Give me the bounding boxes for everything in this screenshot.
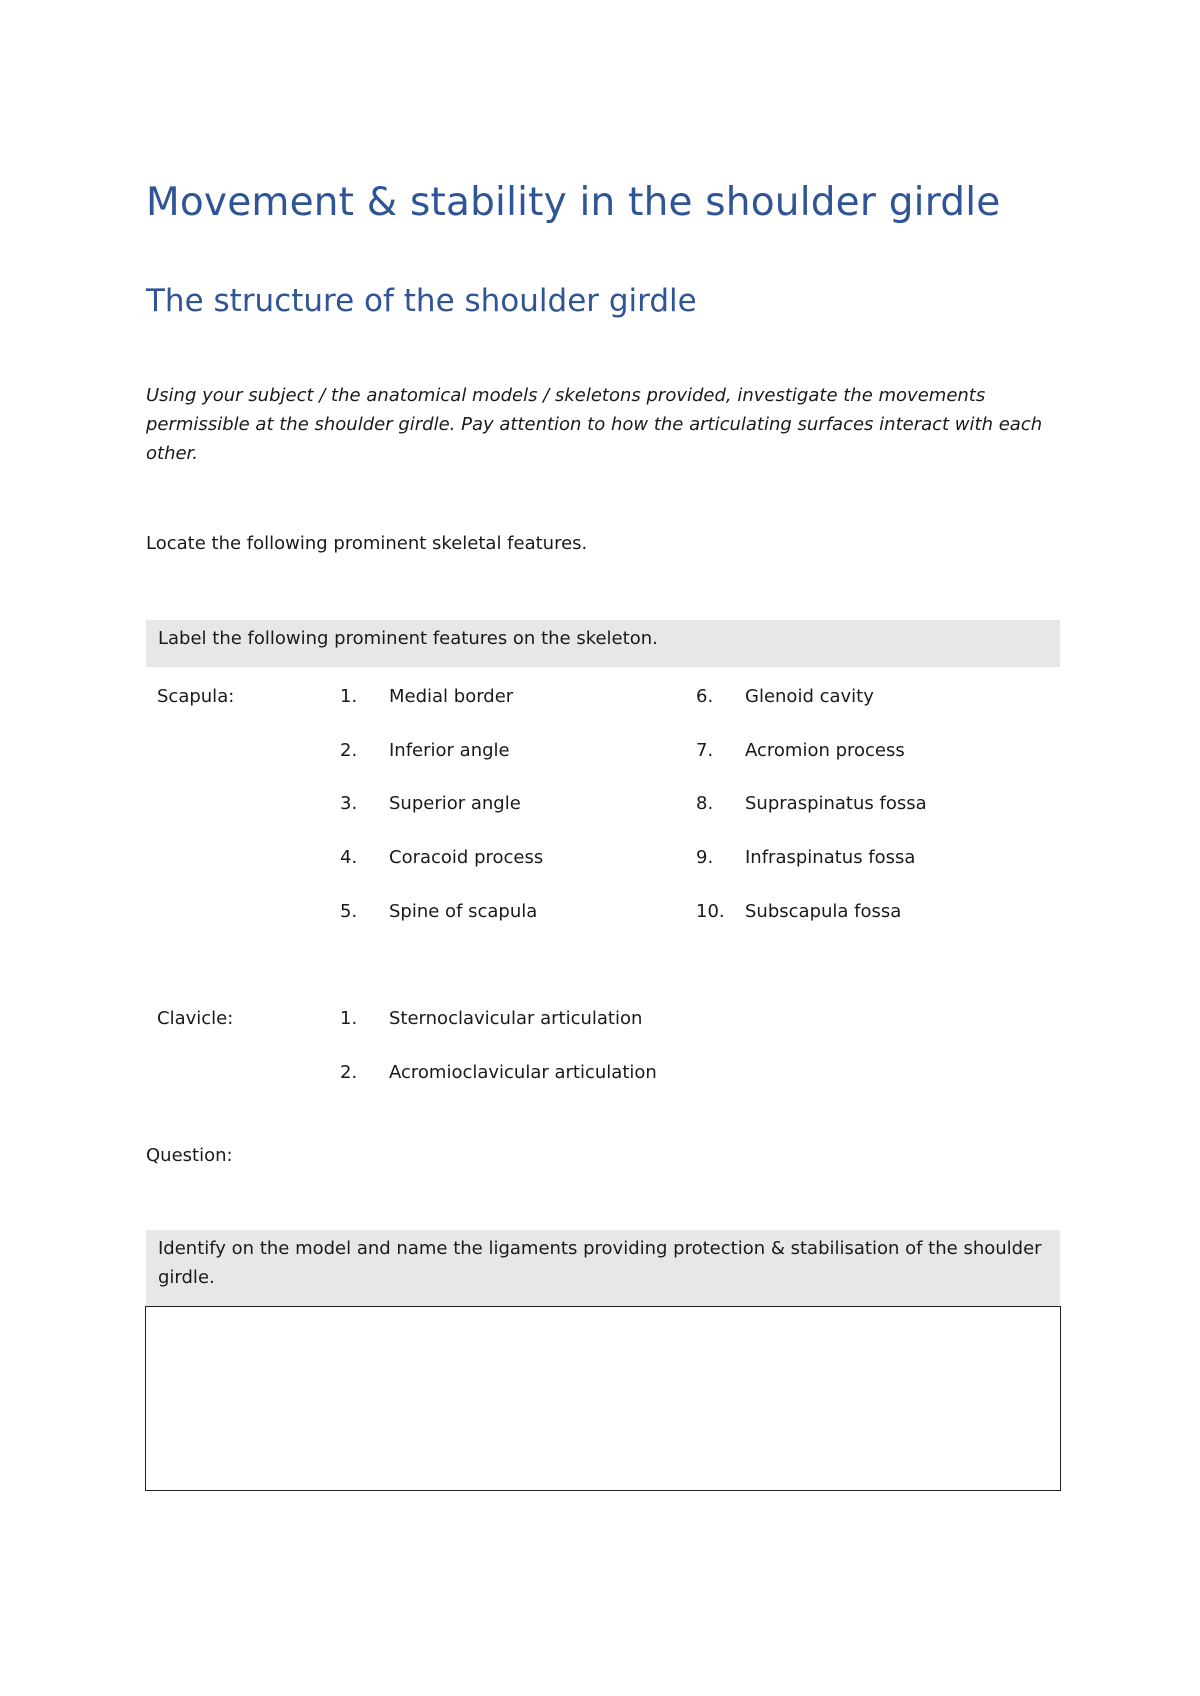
answer-box[interactable]	[145, 1306, 1061, 1491]
list-item: Inferior angle	[389, 740, 510, 761]
question-label: Question:	[146, 1145, 233, 1166]
list-item: Acromioclavicular articulation	[389, 1062, 657, 1083]
list-item: Acromion process	[745, 740, 905, 761]
clavicle-label: Clavicle:	[157, 1008, 234, 1029]
list-item: Glenoid cavity	[745, 686, 874, 707]
scapula-label: Scapula:	[157, 686, 235, 707]
list-item: Medial border	[389, 686, 514, 707]
intro-instructions: Using your subject / the anatomical models / skeletons provided, investigate the movements permissible at the shoulder girdle. Pay attention to how the articulating surfaces interact with each other.	[146, 385, 1043, 464]
list-item: Supraspinatus fossa	[745, 793, 927, 814]
list-item-number: 4.	[340, 847, 358, 868]
list-item: Coracoid process	[389, 847, 544, 868]
list-item: Infraspinatus fossa	[745, 847, 916, 868]
list-item-number: 8.	[696, 793, 714, 814]
list-item-number: 7.	[696, 740, 714, 761]
list-item-number: 10.	[696, 901, 725, 922]
list-item-number: 3.	[340, 793, 358, 814]
list-item: Spine of scapula	[389, 901, 538, 922]
list-item-number: 9.	[696, 847, 714, 868]
list-item: Superior angle	[389, 793, 521, 814]
page-title: Movement & stability in the shoulder girdle	[146, 180, 1001, 225]
list-item-number: 1.	[340, 1008, 358, 1029]
list-item-number: 2.	[340, 740, 358, 761]
list-item-number: 6.	[696, 686, 714, 707]
list-item: Sternoclavicular articulation	[389, 1008, 643, 1029]
features-panel-header: Label the following prominent features on the skeleton.	[146, 620, 1060, 667]
list-item-number: 2.	[340, 1062, 358, 1083]
question-prompt: Identify on the model and name the ligaments providing protection & stabilisation of the shoulder girdle.	[146, 1230, 1060, 1306]
list-item-number: 5.	[340, 901, 358, 922]
list-item: Subscapula fossa	[745, 901, 902, 922]
locate-instruction: Locate the following prominent skeletal features.	[146, 533, 588, 554]
list-item-number: 1.	[340, 686, 358, 707]
section-heading: The structure of the shoulder girdle	[146, 283, 697, 319]
